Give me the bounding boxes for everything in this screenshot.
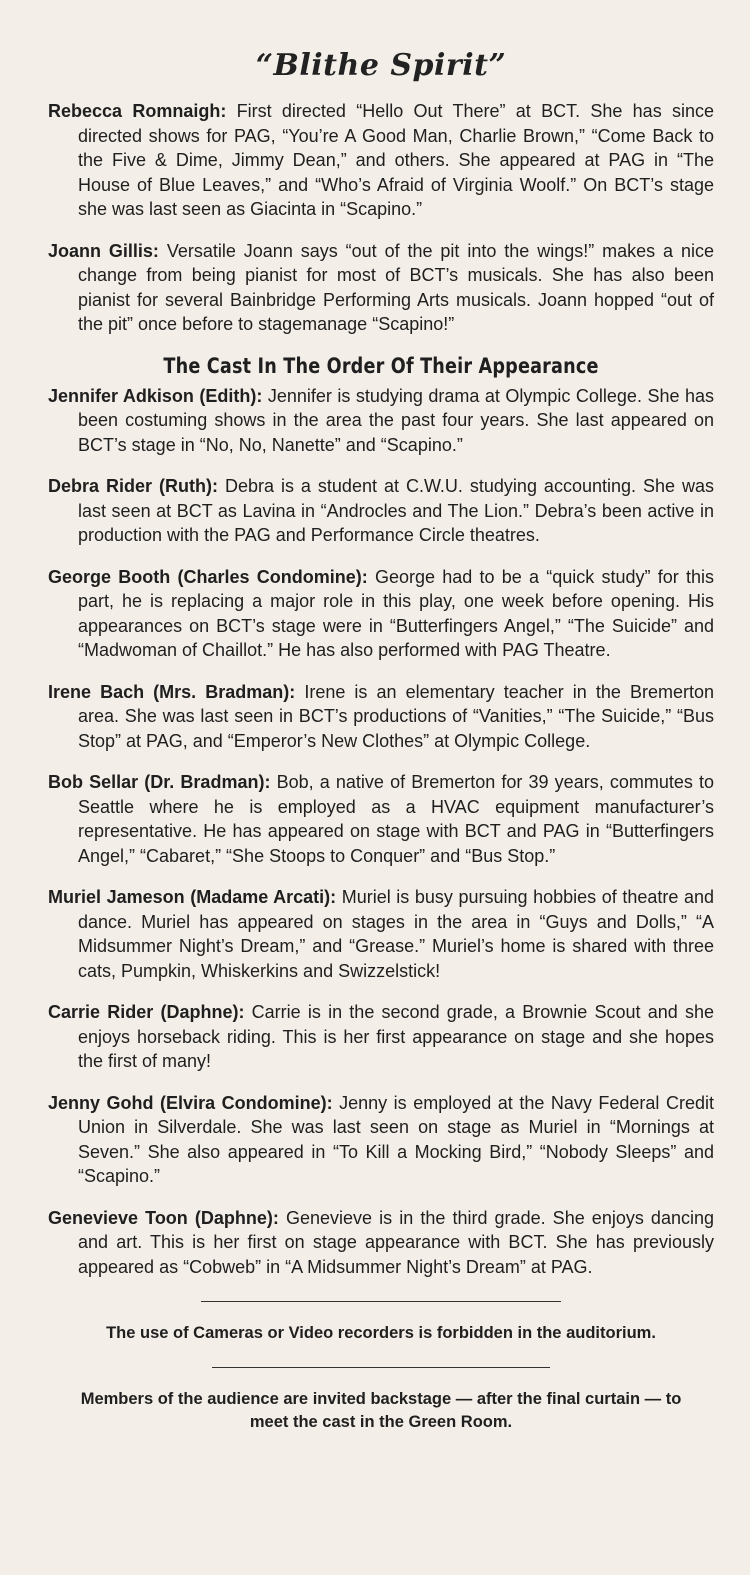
cast-entry xyxy=(48,680,714,754)
divider-rule xyxy=(201,1301,561,1302)
cast-text: Jenny is employed at the Navy Federal Credit Union in Silverdale. She was last seen on stage as Muriel in “Mornings at Seven.” She also appeared in “To Kill a Mocking Bird,” “Nobody Sleeps” and “Scapino.” xyxy=(78,1092,714,1186)
cast-name: Debra Rider (Ruth): xyxy=(48,476,218,496)
play-title: “Blithe Spirit” xyxy=(255,48,507,83)
cast-entry xyxy=(48,1091,714,1189)
cast-entry xyxy=(48,770,714,868)
bio-entry xyxy=(48,239,714,337)
cast-entry xyxy=(48,474,714,548)
cast-entry xyxy=(48,1206,714,1280)
cast-text: Irene is an elementary teacher in the Bremerton area. She was last seen in BCT’s productions of “Vanities,” “The Suicide,” “Bus Stop” at PAG, and “Emperor’s New Clothes” at Olympic College. xyxy=(78,681,715,751)
cast-heading: The Cast In The Order Of Their Appearance xyxy=(163,353,599,378)
cast-name: George Booth (Charles Condomine): xyxy=(48,566,368,587)
cast-text: Muriel is busy pursuing hobbies of theatre and dance. Muriel has appeared on stages in the area in “Guys and Dolls,” “A Midsummer Night’s Dream,” and “Grease.” Muriel’s home is shared with three cats, Pumpkin, Whiskerkins and Swizzelstick! xyxy=(78,887,714,981)
cast-text: Debra is a student at C.W.U. studying accounting. She was last seen at BCT as Lavina in “Androcles and The Lion.” Debra’s been active in production with the PAG and Performance Circle theatres. xyxy=(78,476,714,545)
bio-text: First directed “Hello Out There” at BCT. She has since directed shows for PAG, “You’re A Good Man, Charlie Brown,” “Come Back to the Five & Dime, Jimmy Dean,” and others. She appeared at PAG in “The House of Blue Leaves,” and “Who’s Afraid of Virginia Woolf.” On BCT’s stage she was last seen as Giacinta in “Scapino.” xyxy=(78,101,714,219)
cast-name: Jenny Gohd (Elvira Condomine): xyxy=(48,1092,333,1113)
cast-text: Genevieve is in the third grade. She enjoys dancing and art. This is her first on stage appearance with BCT. She has previously appeared as “Cobweb” in “A Midsummer Night’s Dream” at PAG. xyxy=(78,1207,714,1277)
cast-name: Muriel Jameson (Madame Arcati): xyxy=(48,887,337,907)
cast-entry xyxy=(48,1000,714,1074)
backstage-notice: Members of the audience are invited backstage — after the final curtain — to meet the cast in the Green Room. xyxy=(80,1390,682,1431)
bio-name: Rebecca Romnaigh: xyxy=(48,101,227,121)
cast-name: Bob Sellar (Dr. Bradman): xyxy=(48,772,271,792)
divider-rule xyxy=(212,1367,550,1368)
cast-text: George had to be a “quick study” for this part, he is replacing a major role in this play, one week before opening. His appearances on BCT’s stage were in “Butterfingers Angel,” “The Suicide” and “Madwoman of Chaillot.” He has also performed with PAG Theatre. xyxy=(78,566,714,660)
bio-text: Versatile Joann says “out of the pit into the wings!” makes a nice change from being pianist for most of BCT’s musicals. She has also been pianist for several Bainbridge Performing Arts musicals. Joann hopped “out of the pit” once before to stagemanage “Scapino!” xyxy=(78,240,714,334)
cast-text: Carrie is in the second grade, a Brownie Scout and she enjoys horseback riding. This is her first appearance on stage and she hopes the first of many! xyxy=(78,1002,714,1071)
cast-name: Carrie Rider (Daphne): xyxy=(48,1002,245,1022)
cast-entry xyxy=(48,565,714,663)
bio-name: Joann Gillis: xyxy=(48,240,159,261)
cast-text: Jennifer is studying drama at Olympic College. She has been costuming shows in the area the past four years. She last appeared on BCT’s stage in “No, No, Nanette” and “Scapino.” xyxy=(78,385,714,455)
cast-text: Bob, a native of Bremerton for 39 years, commutes to Seattle where he is employed as a HVAC equipment manufacturer’s representative. He has appeared on stage with BCT and PAG in “Butterfingers Angel,” “Cabaret,” “She Stoops to Conquer” and “Bus Stop.” xyxy=(78,772,714,866)
cast-name: Genevieve Toon (Daphne): xyxy=(48,1207,279,1228)
cast-entry xyxy=(48,384,714,458)
cast-name: Irene Bach (Mrs. Bradman): xyxy=(48,681,296,702)
cast-name: Jennifer Adkison (Edith): xyxy=(48,385,263,406)
cast-entry xyxy=(48,885,714,983)
camera-notice: The use of Cameras or Video recorders is forbidden in the auditorium. xyxy=(106,1324,656,1342)
bio-entry xyxy=(48,99,714,222)
